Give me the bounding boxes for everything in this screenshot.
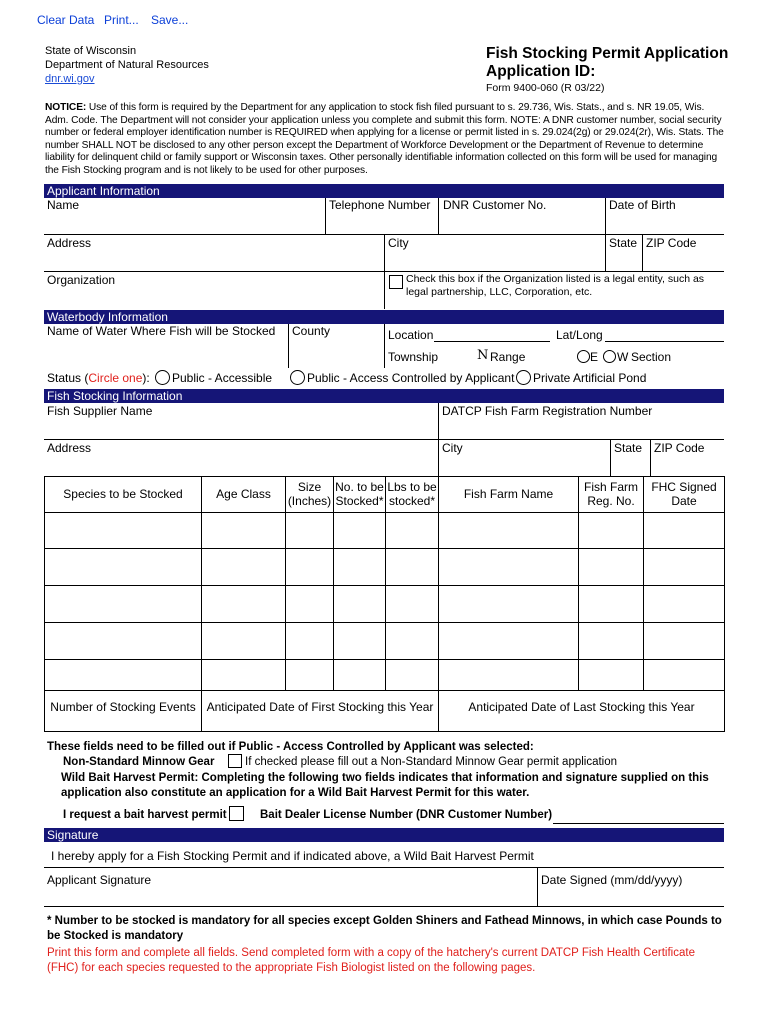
col-farm-reg: [579, 480, 643, 508]
col-farm-reg-line1: Fish Farm: [584, 480, 638, 494]
col-size: [286, 480, 333, 508]
east-radio[interactable]: [577, 350, 590, 363]
range-label: Range: [490, 350, 526, 364]
state-label: State: [609, 236, 638, 250]
agency-department: Department of Natural Resources: [45, 59, 209, 71]
col-number-line1: No. to be: [335, 480, 384, 494]
supplier-address-label: Address: [47, 441, 92, 455]
status-private-label: Private Artificial Pond: [533, 371, 647, 385]
stocking-events-label: Number of Stocking Events: [50, 700, 196, 714]
col-lbs-line1: Lbs to be: [387, 480, 437, 494]
circle-one-label: Circle one: [88, 371, 143, 385]
water-name-label: Name of Water Where Fish will be Stocked: [47, 324, 276, 338]
form-title-line: Fish Stocking Permit Application: [486, 45, 729, 62]
col-fhc: [644, 480, 724, 508]
print-link[interactable]: Print...: [104, 13, 139, 27]
col-farm-name: Fish Farm Name: [463, 487, 554, 501]
latlong-label: Lat/Long: [556, 328, 603, 342]
status-label-start: Status (: [47, 371, 89, 385]
agency-state: State of Wisconsin: [45, 45, 137, 57]
first-stocking-label: Anticipated Date of First Stocking this Year: [206, 700, 434, 714]
section-number-label: Section: [631, 350, 672, 364]
zip-label: ZIP Code: [646, 236, 697, 250]
table-row[interactable]: [44, 659, 724, 660]
status-label-end: ):: [142, 371, 150, 385]
section-signature: Signature: [44, 828, 724, 842]
telephone-label: Telephone Number: [329, 198, 431, 212]
north-label: N: [477, 348, 489, 363]
section-waterbody: Waterbody Information: [44, 310, 724, 324]
col-size-line1: Size: [297, 480, 322, 494]
bait-request-checkbox[interactable]: [229, 806, 244, 821]
bait-request-label: I request a bait harvest permit: [63, 809, 227, 821]
col-number: [334, 480, 385, 508]
datcp-label: DATCP Fish Farm Registration Number: [442, 404, 653, 418]
address-label: Address: [47, 236, 92, 250]
col-farm-reg-line2: Reg. No.: [587, 494, 635, 508]
dob-label: Date of Birth: [609, 198, 676, 212]
col-lbs: [386, 480, 438, 508]
form-title: [486, 45, 728, 81]
table-row[interactable]: [44, 690, 724, 691]
clear-data-link[interactable]: Clear Data: [37, 13, 95, 27]
submission-instructions: Print this form and complete all fields. Send completed form with a copy of the hatchery's current DATCP Fish Health Certificate (FHC) for each species requested to the appropriate Fish Biologist listed on the following pages.: [47, 947, 695, 974]
dnr-customer-label: DNR Customer No.: [443, 198, 547, 212]
township-label: Township: [388, 350, 439, 364]
latlong-input[interactable]: [605, 341, 724, 342]
status-controlled-radio[interactable]: [290, 370, 305, 385]
form-number: Form 9400-060 (R 03/22): [486, 82, 605, 94]
bait-intro: These fields need to be filled out if Public - Access Controlled by Applicant was selected:: [47, 741, 534, 753]
col-fhc-line1: FHC Signed: [651, 480, 717, 494]
status-public-radio[interactable]: [155, 370, 170, 385]
table-row[interactable]: [44, 622, 724, 623]
supplier-label: Fish Supplier Name: [47, 404, 153, 418]
location-input[interactable]: [434, 341, 550, 342]
notice-body: Use of this form is required by the Department for any application to stock fish filed pursuant to s. 29.736, Wis. Stats., and s. NR 19.05, Wis. Adm. Code. The Department will not consider your application unless you complete and submit this form. NOTE: A DNR customer number, social security number or federal employer identification number is REQUIRED when applying for a license or permit listed in s. 29.024(2g) or 29.024(2r), Wis. Stats. The number SHALL NOT be disclosed to any other person except the Department of Workforce Development or the Department of Revenue to determine liability for delinquent child or family support or Wisconsin taxes. Other personally identifiable information collected on this form will be used for managing the Fish Stocking program and is not likely to be used for other purposes.: [45, 102, 724, 176]
supplier-city-label: City: [442, 441, 463, 455]
date-signed-label: Date Signed (mm/dd/yyyy): [541, 873, 683, 887]
east-label: E: [590, 350, 599, 364]
dealer-license-input[interactable]: [553, 823, 724, 824]
col-size-line2: (Inches): [287, 494, 332, 508]
col-age: Age Class: [216, 487, 271, 501]
county-label: County: [292, 324, 331, 338]
col-species: Species to be Stocked: [63, 487, 183, 501]
signature-statement: I hereby apply for a Fish Stocking Permit and if indicated above, a Wild Bait Harvest Permit: [51, 849, 534, 863]
save-link[interactable]: Save...: [151, 13, 189, 27]
status-label: [47, 371, 150, 385]
west-label: W: [617, 350, 629, 364]
col-lbs-line2: stocked*: [388, 494, 436, 508]
legal-entity-checkbox[interactable]: [389, 275, 403, 289]
notice-label: NOTICE:: [45, 102, 87, 113]
table-row[interactable]: [44, 585, 724, 586]
last-stocking-label: Anticipated Date of Last Stocking this Year: [468, 700, 695, 714]
minnow-gear-label: Non-Standard Minnow Gear: [63, 756, 215, 768]
location-label: Location: [388, 328, 434, 342]
supplier-state-label: State: [614, 441, 643, 455]
agency-website-link[interactable]: dnr.wi.gov: [45, 73, 95, 85]
harvest-note: Wild Bait Harvest Permit: Completing the following two fields indicates that information and signature supplied on this application also constitute an application for a Wild Bait Harvest Permit for this water.: [61, 772, 709, 799]
section-stocking: Fish Stocking Information: [44, 389, 724, 403]
minnow-gear-note: If checked please fill out a Non-Standard Minnow Gear permit application: [245, 756, 618, 768]
supplier-zip-label: ZIP Code: [654, 441, 705, 455]
section-applicant: Applicant Information: [44, 184, 724, 198]
agency-block: [45, 44, 209, 86]
minnow-gear-checkbox[interactable]: [228, 754, 242, 768]
name-label: Name: [47, 198, 80, 212]
west-radio[interactable]: [603, 350, 616, 363]
status-controlled-label: Public - Access Controlled by Applicant: [307, 371, 515, 385]
mandatory-note: * Number to be stocked is mandatory for all species except Golden Shiners and Fathead Minnows, in which case Pounds to be Stocked is mandatory: [47, 915, 722, 942]
table-row[interactable]: [44, 548, 724, 549]
organization-label: Organization: [47, 273, 116, 287]
col-number-line2: Stocked*: [335, 494, 384, 508]
status-public-label: Public - Accessible: [172, 371, 273, 385]
status-private-radio[interactable]: [516, 370, 531, 385]
city-label: City: [388, 236, 409, 250]
applicant-signature-label: Applicant Signature: [47, 873, 152, 887]
notice-text: [45, 102, 725, 178]
application-id-label: Application ID:: [486, 63, 596, 80]
dealer-license-label: Bait Dealer License Number (DNR Customer Number): [260, 809, 553, 821]
col-fhc-line2: Date: [671, 494, 697, 508]
legal-entity-label: Check this box if the Organization listed is a legal entity, such as legal partnership, LLC, Corporation, etc.: [406, 273, 705, 298]
